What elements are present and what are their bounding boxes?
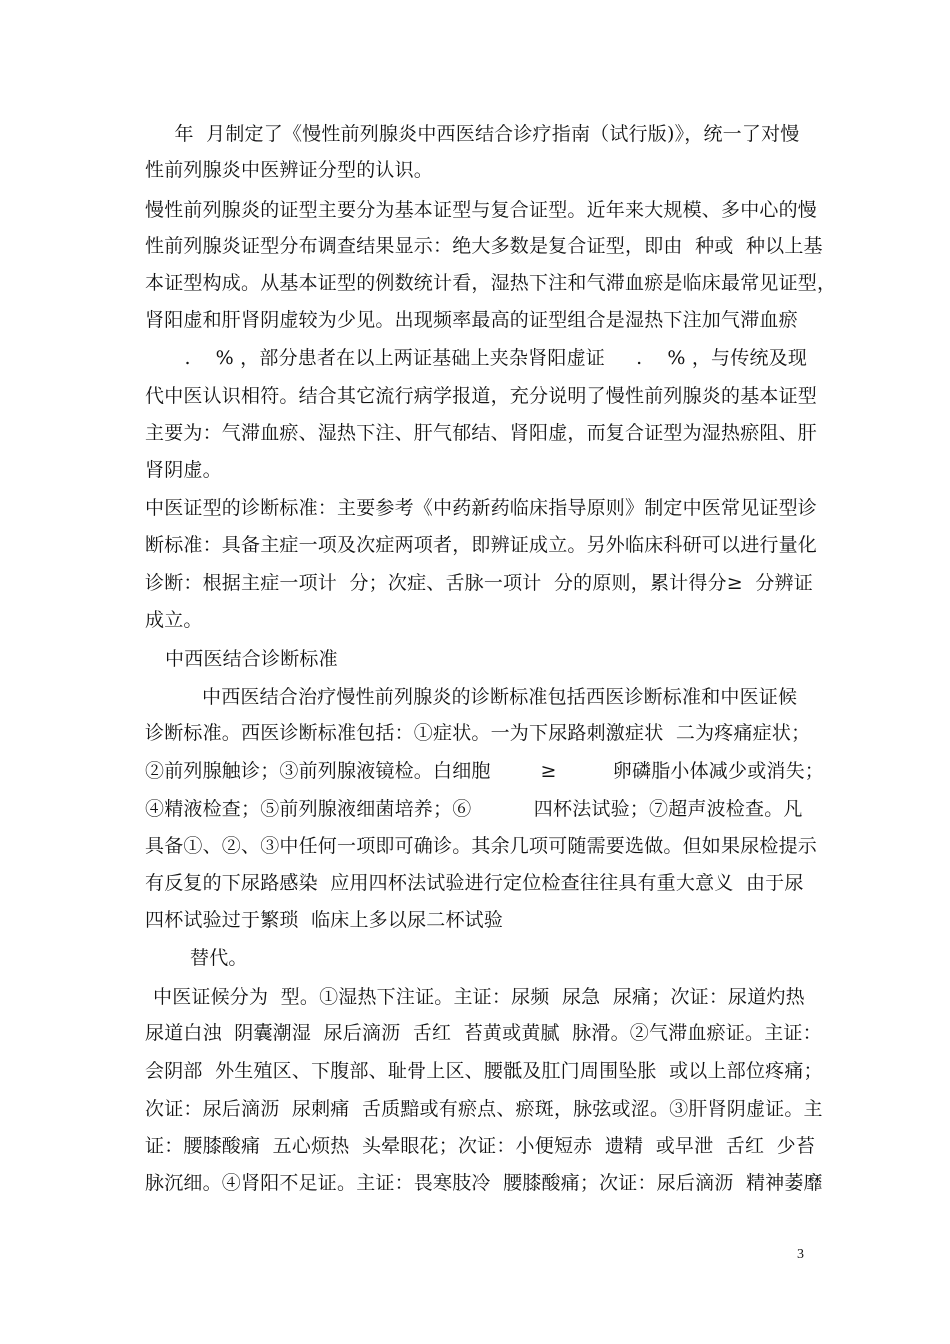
text-line: 具备①、②、③中任何一项即可确诊。其余几项可随需要选做。但如果尿检提示	[145, 835, 818, 857]
text-line: 会阴部 外生殖区、下腹部、耻骨上区、腰骶及肛门周围坠胀 或以上部位疼痛；	[145, 1060, 823, 1082]
text-line: 肾阴虚。	[145, 459, 222, 481]
text-line: . % ，部分患者在以上两证基础上夹杂肾阳虚证 . % ，与传统及现	[172, 347, 808, 369]
text-line: 慢性前列腺炎的证型主要分为基本证型与复合证型。近年来大规模、多中心的慢	[145, 199, 818, 221]
text-line: 诊断标准。西医诊断标准包括：①症状。一为下尿路刺激症状 二为疼痛症状；	[145, 722, 811, 744]
page-number: 3	[797, 1247, 804, 1262]
text-line: ④精液检查；⑤前列腺液细菌培养；⑥ 四杯法试验；⑦超声波检查。凡	[145, 798, 803, 820]
text-line: 中医证型的诊断标准：主要参考《中药新药临床指导原则》制定中医常见证型诊	[145, 497, 818, 519]
text-line: 四杯试验过于繁琐 临床上多以尿二杯试验	[145, 909, 504, 931]
text-line: 中医证候分为 型。①湿热下注证。主证：尿频 尿急 尿痛；次证：尿道灼热	[153, 986, 805, 1008]
text-line: 性前列腺炎中医辨证分型的认识。	[145, 159, 434, 181]
text-line: 年 月制定了《慢性前列腺炎中西医结合诊疗指南（试行版)》，统一了对慢	[162, 123, 800, 145]
text-line: 有反复的下尿路感染 应用四杯法试验进行定位检查往往具有重大意义 由于尿	[145, 872, 804, 894]
text-line: 脉沉细。④肾阳不足证。主证：畏寒肢冷 腰膝酸痛；次证：尿后滴沥 精神萎靡	[145, 1172, 823, 1194]
text-line: 诊断：根据主症一项计 分；次症、舌脉一项计 分的原则，累计得分≥ 分辨证	[145, 572, 813, 594]
text-line: 尿道白浊 阴囊潮湿 尿后滴沥 舌红 苔黄或黄腻 脉滑。②气滞血瘀证。主证：	[145, 1022, 822, 1044]
text-line: 证：腰膝酸痛 五心烦热 头晕眼花；次证：小便短赤 遗精 或早泄 舌红 少苔	[145, 1135, 816, 1157]
text-line: 次证：尿后滴沥 尿刺痛 舌质黯或有瘀点、瘀斑，脉弦或涩。③肝肾阴虚证。主	[145, 1098, 823, 1120]
text-line: 性前列腺炎证型分布调查结果显示：绝大多数是复合证型，即由 种或 种以上基	[145, 235, 823, 257]
text-line: 主要为：气滞血瘀、湿热下注、肝气郁结、肾阳虚，而复合证型为湿热瘀阻、肝	[145, 422, 818, 444]
text-line: 断标准：具备主症一项及次症两项者，即辨证成立。另外临床科研可以进行量化	[145, 534, 818, 556]
text-line: 肾阳虚和肝肾阴虚较为少见。出现频率最高的证型组合是湿热下注加气滞血瘀	[145, 309, 798, 331]
text-line: 本证型构成。从基本证型的例数统计看，湿热下注和气滞血瘀是临床最常见证型，	[145, 272, 837, 294]
text-line: 成立。	[145, 609, 203, 631]
text-line: 中西医结合治疗慢性前列腺炎的诊断标准包括西医诊断标准和中医证候	[202, 686, 798, 708]
text-line: 替代。	[190, 947, 248, 969]
section-heading: 中西医结合诊断标准	[165, 648, 338, 670]
text-line: 代中医认识相符。结合其它流行病学报道，充分说明了慢性前列腺炎的基本证型	[145, 385, 818, 407]
text-line: ②前列腺触诊；③前列腺液镜检。白细胞 ≥ 卵磷脂小体减少或消失；	[145, 760, 824, 782]
